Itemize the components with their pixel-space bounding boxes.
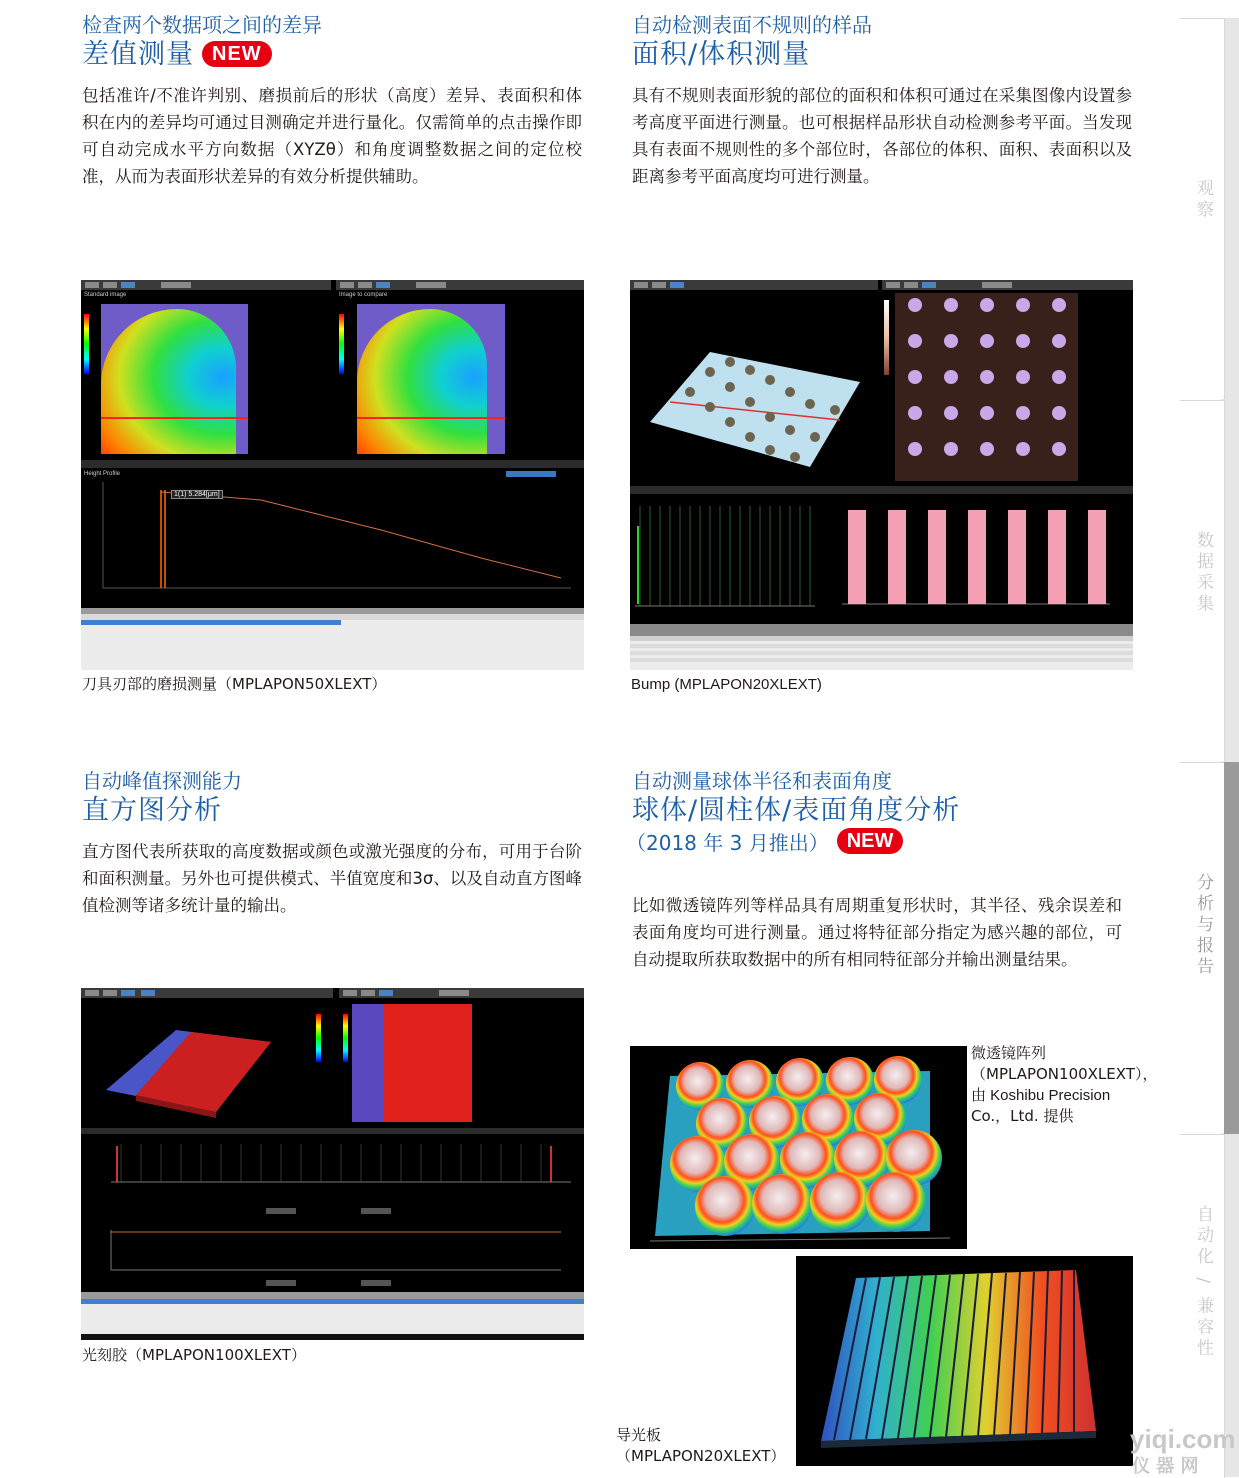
section3-subtitle: 自动峰值探测能力 <box>82 769 242 793</box>
caption-line: 导光板 <box>616 1426 662 1444</box>
photoresist-screenshot <box>81 988 584 1340</box>
section2-caption: Bump (MPLAPON20XLEXT) <box>631 676 822 693</box>
nav-label: 观察 <box>1193 179 1213 221</box>
side-navigation <box>1180 18 1239 1477</box>
watermark-sub: 仪 器 网 <box>1132 1456 1199 1477</box>
section4-body: 比如微透镜阵列等样品具有周期重复形状时，其半径、残余误差和表面角度均可进行测量。通过将特征部分指定为感兴趣的部位，可自动提取所获取数据中的所有相同特征部分并输出测量结果。 <box>632 896 1122 969</box>
compare-heatmap <box>357 304 505 454</box>
section1-title-text: 差值测量 <box>82 39 194 70</box>
nav-label: 自动化 / 兼容性 <box>1193 1205 1213 1360</box>
section4-release <box>626 828 903 857</box>
light-guide-caption <box>616 1425 785 1467</box>
nav-item-observe[interactable] <box>1180 18 1225 399</box>
color-scale <box>339 314 344 374</box>
section3-body: 直方图代表所获取的高度数据或颜色或激光强度的分布，可用于台阶和面积测量。另外也可提供模式、半值宽度和3σ、以及自动直方图峰值检测等诸多统计量的输出。 <box>82 842 582 915</box>
section1-title <box>82 38 272 72</box>
photoresist-histogram <box>81 1136 584 1196</box>
section2-subtitle: 自动检测表面不规则的样品 <box>632 13 872 37</box>
bump-histogram <box>630 496 820 616</box>
height-profile-label: Height Profile <box>84 471 121 477</box>
caption-line: 微透镜阵列 <box>971 1044 1047 1062</box>
photoresist-top-view <box>352 1004 472 1122</box>
release-date: （2018 年 3 月推出） <box>626 831 829 855</box>
watermark: yiqi.com <box>1130 1424 1236 1454</box>
toolbar <box>81 280 331 290</box>
profile-readout: 1(1) 5.284[μm] <box>171 490 223 499</box>
new-badge: NEW <box>202 41 272 67</box>
height-profile-panel <box>81 470 584 605</box>
bump-result-table <box>630 636 1133 670</box>
microlens-image <box>630 1046 967 1249</box>
light-guide-image <box>796 1256 1133 1466</box>
result-table <box>81 614 584 670</box>
standard-image-label: Standard image <box>84 292 127 298</box>
toolbar <box>336 280 584 290</box>
section1-body: 包括准许/不准许判别、磨损前后的形状（高度）差异、表面积和体积在内的差异均可通过目测确定并进行量化。仅需简单的点击操作即可自动完成水平方向数据（XYZθ）和角度调整数据之间的定位校准，从而为表面形状差异的有效分析提供辅助。 <box>82 86 582 186</box>
section2-body: 具有不规则表面形貌的部位的面积和体积可通过在采集图像内设置参考高度平面进行测量。也可根据样品形状自动检测参考平面。当发现具有表面不规则性的多个部位时，各部位的体积、面积、表面积以及距离参考平面高度均可进行测量。 <box>632 86 1132 186</box>
cutting-tool-screenshot <box>81 280 584 670</box>
bump-3d-view <box>630 292 878 482</box>
section4-subtitle: 自动测量球体半径和表面角度 <box>632 769 892 793</box>
section2-title: 面积/体积测量 <box>632 39 811 70</box>
caption-line: 由 Koshibu Precision <box>971 1087 1111 1104</box>
section1-caption: 刀具刃部的磨损测量（MPLAPON50XLEXT） <box>82 675 387 693</box>
color-scale <box>84 314 89 374</box>
caption-line: Co.，Ltd. 提供 <box>971 1107 1074 1125</box>
bump-profile <box>830 496 1130 616</box>
new-badge: NEW <box>837 828 904 854</box>
photoresist-cumulative <box>81 1220 584 1280</box>
active-indicator <box>1224 762 1239 1134</box>
section1-subtitle: 检查两个数据项之间的差异 <box>82 13 322 37</box>
section3-title: 直方图分析 <box>82 795 222 826</box>
photoresist-3d-view <box>81 1000 333 1128</box>
caption-line: （MPLAPON100XLEXT）， <box>971 1065 1158 1083</box>
nav-label: 分析与报告 <box>1193 873 1213 978</box>
section3-caption: 光刻胶（MPLAPON100XLEXT） <box>82 1346 306 1364</box>
caption-line: （MPLAPON20XLEXT） <box>616 1447 786 1465</box>
nav-item-data-acquisition[interactable] <box>1180 400 1225 761</box>
height-profile-chart <box>81 470 584 605</box>
microlens-caption <box>971 1043 1157 1127</box>
bump-screenshot <box>630 280 1133 670</box>
compare-image-label: Image to compare <box>339 292 388 298</box>
nav-item-analysis-report[interactable] <box>1180 762 1225 1133</box>
standard-heatmap <box>101 304 248 454</box>
section4-title: 球体/圆柱体/表面角度分析 <box>632 795 961 826</box>
nav-label: 数据采集 <box>1193 531 1213 615</box>
bump-top-view <box>895 293 1078 481</box>
